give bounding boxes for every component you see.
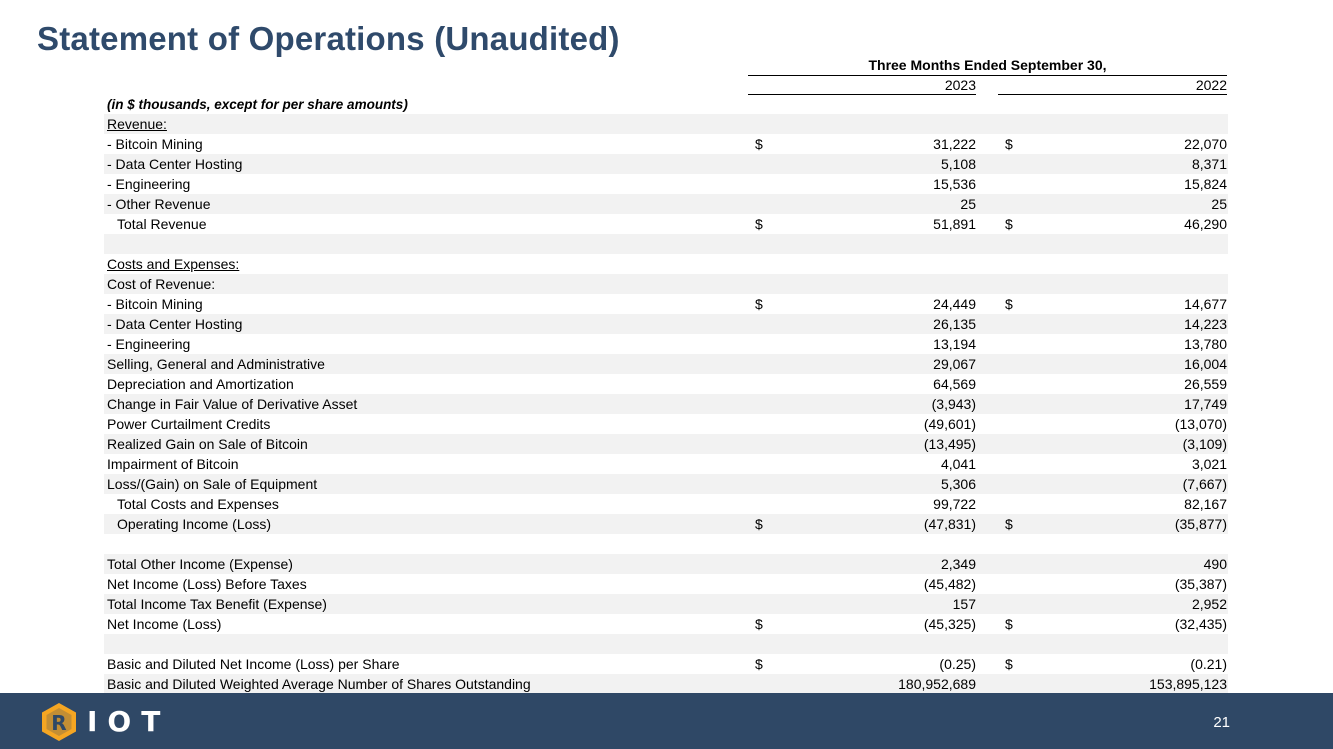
table-row: [104, 254, 1228, 274]
value-2022: 490: [1203, 556, 1227, 572]
value-2023: (13,495): [923, 436, 976, 452]
row-label: Loss/(Gain) on Sale of Equipment: [107, 476, 318, 492]
period-header: Three Months Ended September 30,: [868, 57, 1107, 73]
value-2023: 31,222: [933, 136, 976, 152]
units-subtitle: (in $ thousands, except for per share amounts): [107, 97, 408, 112]
row-label: Net Income (Loss) Before Taxes: [107, 576, 307, 592]
value-2022: 82,167: [1184, 496, 1227, 512]
table-row: [104, 354, 1228, 374]
table-row: [104, 634, 1228, 654]
period-header-rule: [748, 75, 1227, 76]
table-row: [104, 174, 1228, 194]
row-label: Cost of Revenue:: [107, 276, 216, 292]
currency-2022: $: [1005, 656, 1013, 672]
value-2023: (0.25): [939, 656, 976, 672]
row-label: Power Curtailment Credits: [107, 416, 271, 432]
table-row: [104, 614, 1228, 634]
value-2023: 180,952,689: [898, 676, 976, 692]
row-label: Realized Gain on Sale of Bitcoin: [107, 436, 308, 452]
page-number: 21: [1213, 714, 1230, 731]
table-row: [104, 374, 1228, 394]
value-2022: 14,223: [1184, 316, 1227, 332]
table-row: [104, 414, 1228, 434]
value-2022: 2,952: [1191, 596, 1227, 612]
currency-2023: $: [755, 216, 763, 232]
value-2022: (7,667): [1182, 476, 1227, 492]
value-2023: (3,943): [931, 396, 976, 412]
table-row: [104, 334, 1228, 354]
table-row: [104, 214, 1228, 234]
row-label: Total Costs and Expenses: [117, 496, 279, 512]
table-row: [104, 494, 1228, 514]
year-2022-header: 2022: [998, 77, 1227, 95]
currency-2023: $: [755, 656, 763, 672]
table-row: [104, 114, 1228, 134]
table-row: [104, 154, 1228, 174]
currency-2023: $: [755, 616, 763, 632]
value-2023: 99,722: [933, 496, 976, 512]
value-2022: (35,877): [1174, 516, 1227, 532]
row-label: Total Other Income (Expense): [107, 556, 293, 572]
row-label: Operating Income (Loss): [117, 516, 272, 532]
value-2023: 26,135: [933, 316, 976, 332]
table-row: [104, 654, 1228, 674]
value-2022: 16,004: [1184, 356, 1227, 372]
table-row: [104, 434, 1228, 454]
table-row: [104, 574, 1228, 594]
table-row: [104, 454, 1228, 474]
row-label: - Engineering: [107, 336, 191, 352]
table-row: [104, 534, 1228, 554]
value-2023: 29,067: [933, 356, 976, 372]
row-label: - Bitcoin Mining: [107, 136, 203, 152]
value-2022: 46,290: [1184, 216, 1227, 232]
table-row: [104, 274, 1228, 294]
page-title: Statement of Operations (Unaudited): [37, 20, 620, 57]
value-2023: 24,449: [933, 296, 976, 312]
value-2023: (47,831): [923, 516, 976, 532]
row-label: - Other Revenue: [107, 196, 211, 212]
currency-2022: $: [1005, 616, 1013, 632]
value-2023: (45,325): [923, 616, 976, 632]
value-2022: 17,749: [1184, 396, 1227, 412]
row-label: Selling, General and Administrative: [107, 356, 325, 372]
value-2023: 5,108: [940, 156, 976, 172]
value-2022: 25: [1211, 196, 1227, 212]
value-2023: 15,536: [933, 176, 976, 192]
currency-2023: $: [755, 136, 763, 152]
table-row: [104, 194, 1228, 214]
currency-2023: $: [755, 296, 763, 312]
value-2023: 51,891: [933, 216, 976, 232]
row-label: Basic and Diluted Weighted Average Number of Shares Outstanding: [107, 676, 531, 692]
row-label: - Bitcoin Mining: [107, 296, 203, 312]
value-2023: 13,194: [933, 336, 976, 352]
year-2023-header: 2023: [748, 77, 976, 95]
table-row: [104, 474, 1228, 494]
currency-2022: $: [1005, 296, 1013, 312]
table-row: [104, 554, 1228, 574]
value-2022: 8,371: [1191, 156, 1227, 172]
value-2022: 22,070: [1184, 136, 1227, 152]
row-label: Total Revenue: [117, 216, 207, 232]
table-row: [104, 594, 1228, 614]
row-label: Revenue:: [107, 116, 167, 132]
logo-wordmark: IOT: [87, 705, 171, 738]
row-label: - Data Center Hosting: [107, 316, 243, 332]
value-2022: 14,677: [1184, 296, 1227, 312]
value-2022: (13,070): [1174, 416, 1227, 432]
value-2023: 4,041: [940, 456, 976, 472]
value-2023: 157: [952, 596, 976, 612]
row-label: - Data Center Hosting: [107, 156, 243, 172]
row-label: Impairment of Bitcoin: [107, 456, 239, 472]
value-2022: (3,109): [1182, 436, 1227, 452]
value-2023: (49,601): [923, 416, 976, 432]
value-2022: 26,559: [1184, 376, 1227, 392]
value-2022: (0.21): [1190, 656, 1227, 672]
currency-2023: $: [755, 516, 763, 532]
table-row: [104, 234, 1228, 254]
currency-2022: $: [1005, 136, 1013, 152]
value-2022: 153,895,123: [1149, 676, 1227, 692]
value-2023: 5,306: [940, 476, 976, 492]
logo-letter: R: [51, 711, 67, 735]
table-row: [104, 134, 1228, 154]
value-2022: 3,021: [1191, 456, 1227, 472]
value-2023: (45,482): [923, 576, 976, 592]
row-label: Total Income Tax Benefit (Expense): [107, 596, 327, 612]
row-label: Costs and Expenses:: [107, 256, 240, 272]
table-row: [104, 294, 1228, 314]
value-2023: 25: [960, 196, 976, 212]
value-2022: 15,824: [1184, 176, 1227, 192]
value-2023: 64,569: [933, 376, 976, 392]
row-label: Depreciation and Amortization: [107, 376, 294, 392]
row-label: - Engineering: [107, 176, 191, 192]
operations-table: [104, 114, 1228, 694]
riot-logo-icon: [40, 702, 78, 742]
currency-2022: $: [1005, 516, 1013, 532]
value-2022: (32,435): [1174, 616, 1227, 632]
footer-bar: [0, 693, 1333, 749]
value-2023: 2,349: [940, 556, 976, 572]
table-row: [104, 674, 1228, 694]
currency-2022: $: [1005, 216, 1013, 232]
row-label: Net Income (Loss): [107, 616, 222, 632]
row-label: Basic and Diluted Net Income (Loss) per Share: [107, 656, 400, 672]
value-2022: 13,780: [1184, 336, 1227, 352]
table-row: [104, 314, 1228, 334]
value-2022: (35,387): [1174, 576, 1227, 592]
table-row: [104, 514, 1228, 534]
row-label: Change in Fair Value of Derivative Asset: [107, 396, 358, 412]
table-row: [104, 394, 1228, 414]
